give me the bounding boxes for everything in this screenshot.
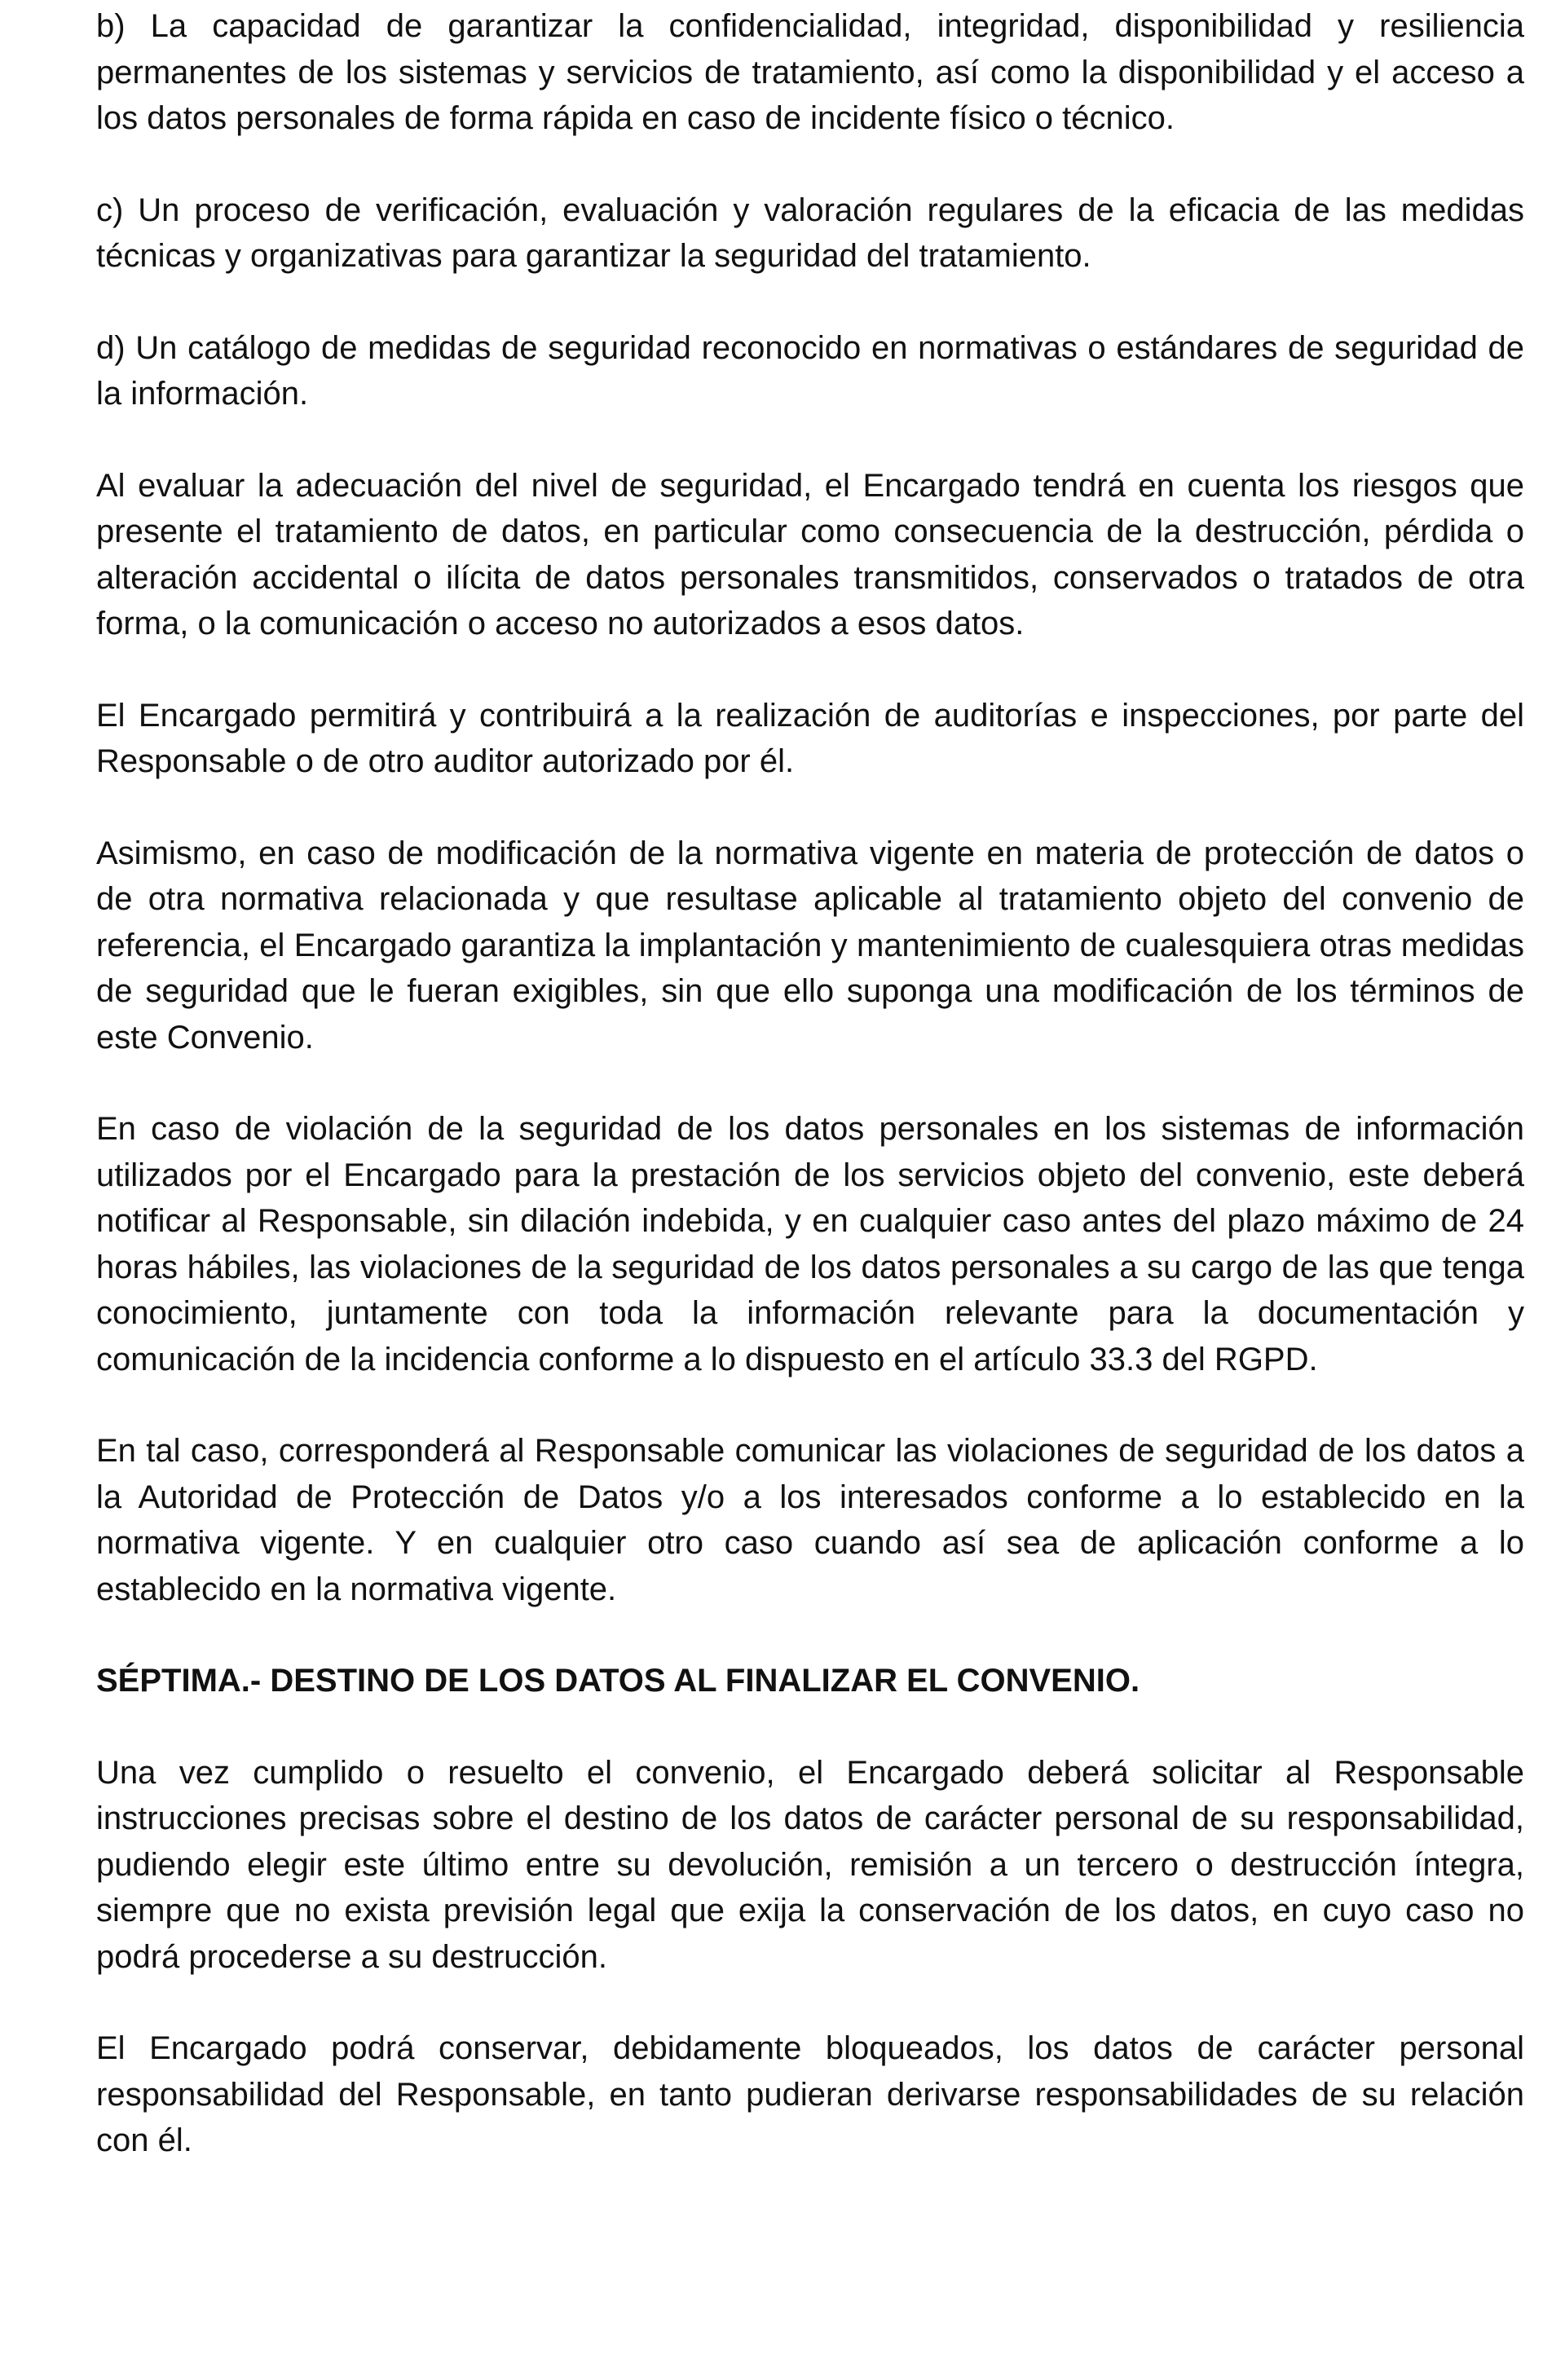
paragraph-data-destination: Una vez cumplido o resuelto el convenio, el Encargado deberá solicitar al Responsable instrucciones precisas sobre el destino de los datos de carácter personal de su responsabilidad, pudiendo elegir este último entre su devolución, remisión a un tercero o destrucción íntegra, siempre que no exista previsión legal que exija la conservación de los datos, en cuyo caso no podrá procederse a su destrucción. bbox=[96, 1754, 1524, 1975]
paragraph-data-retention: El Encargado podrá conservar, debidamente bloqueados, los datos de carácter personal responsabilidad del Responsable, en tanto pudieran derivarse responsabilidades de su relación con él. bbox=[96, 2030, 1524, 2158]
section-heading: SÉPTIMA.- DESTINO DE LOS DATOS AL FINALIZAR EL CONVENIO. bbox=[96, 1663, 1140, 1699]
paragraph-security-risk-evaluation: Al evaluar la adecuación del nivel de seguridad, el Encargado tendrá en cuenta los riesgos que presente el tratamiento de datos, en particular como consecuencia de la destrucción, pérdida o alteración accidental o ilícita de datos personales transmitidos, conservados o tratados de otra forma, o la comunicación o acceso no autorizados a esos datos. bbox=[96, 467, 1524, 641]
paragraph-item-b: b) La capacidad de garantizar la confidencialidad, integridad, disponibilidad y resiliencia permanentes de los sistemas y servicios de tratamiento, así como la disponibilidad y el acceso a los datos personales de forma rápida en caso de incidente físico o técnico. bbox=[96, 8, 1524, 136]
paragraph-audits: El Encargado permitirá y contribuirá a la realización de auditorías e inspecciones, por parte del Responsable o de otro auditor autorizado por él. bbox=[96, 697, 1524, 779]
paragraph-item-c: c) Un proceso de verificación, evaluación y valoración regulares de la eficacia de las medidas técnicas y organizativas para garantizar la seguridad del tratamiento. bbox=[96, 192, 1524, 274]
paragraph-regulation-changes: Asimismo, en caso de modificación de la normativa vigente en materia de protección de datos o de otra normativa relacionada y que resultase aplicable al tratamiento objeto del convenio de referencia, el Encargado garantiza la implantación y mantenimiento de cualesquiera otras medidas de seguridad que le fueran exigibles, sin que ello suponga una modificación de los términos de este Convenio. bbox=[96, 835, 1524, 1056]
paragraph-item-d: d) Un catálogo de medidas de seguridad reconocido en normativas o estándares de seguridad de la información. bbox=[96, 329, 1524, 412]
paragraph-authority-communication: En tal caso, corresponderá al Responsable comunicar las violaciones de seguridad de los datos a la Autoridad de Protección de Datos y/o a los interesados conforme a lo establecido en la normativa vigente. Y en cualquier otro caso cuando así sea de aplicación conforme a lo establecido en la normativa vigente. bbox=[96, 1433, 1524, 1607]
paragraph-breach-notification: En caso de violación de la seguridad de los datos personales en los sistemas de información utilizados por el Encargado para la prestación de los servicios objeto del convenio, este deberá notificar al Responsable, sin dilación indebida, y en cualquier caso antes del plazo máximo de 24 horas hábiles, las violaciones de la seguridad de los datos personales a su cargo de las que tenga conocimiento, juntamente con toda la información relevante para la documentación y comunicación de la incidencia conforme a lo dispuesto en el artículo 33.3 del RGPD. bbox=[96, 1111, 1524, 1377]
document-page bbox=[96, 3, 1524, 2210]
